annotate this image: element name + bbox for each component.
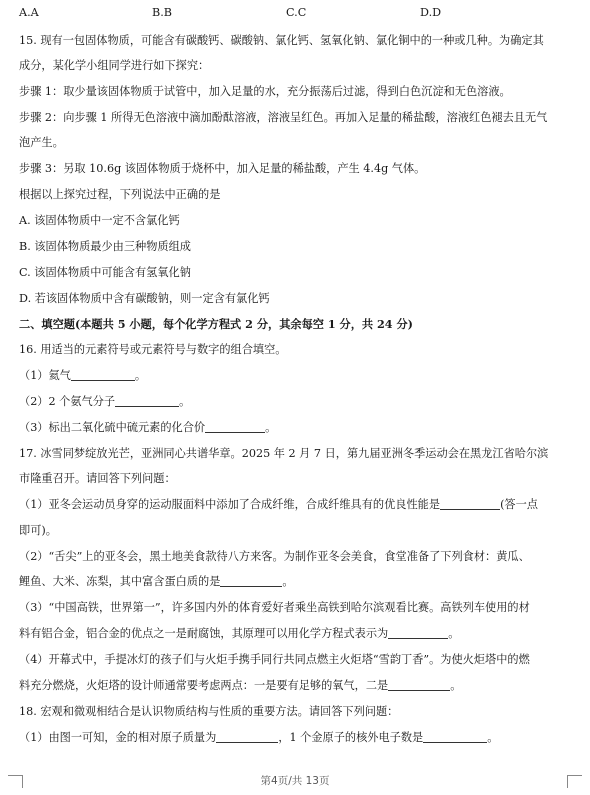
q17-item1-line1 bbox=[19, 497, 538, 513]
punctuation: 。 bbox=[179, 395, 191, 408]
q15-stem-line1: 15. 现有一包固体物质，可能含有碳酸钙、碳酸钠、氯化钙、氢氧化钠、氯化铜中的一种或几种。为确定其 bbox=[19, 34, 544, 47]
q16-item3-label: （3）标出二氧化硫中硫元素的化合价 bbox=[19, 421, 206, 434]
q17-item3-line2 bbox=[19, 626, 459, 642]
page-footer: 第4页/共 13页 bbox=[260, 775, 330, 787]
punctuation: 。 bbox=[282, 575, 294, 588]
q18-item1-text: （1）由图一可知，金的相对原子质量为 bbox=[19, 731, 217, 744]
q15-step1: 步骤 1：取少量该固体物质于试管中，加入足量的水，充分振荡后过滤，得到白色沉淀和无色溶液。 bbox=[19, 85, 511, 98]
q16-item3 bbox=[19, 420, 276, 436]
q15-question: 根据以上探究过程，下列说法中正确的是 bbox=[19, 188, 221, 201]
q15-choice-a: A. 该固体物质中一定不含氯化钙 bbox=[19, 214, 180, 227]
q18-item1-text2: ，1 个金原子的核外电子数是 bbox=[278, 731, 424, 744]
section-2-title: 二、填空题(本题共 5 小题，每个化学方程式 2 分，其余每空 1 分，共 24 分) bbox=[19, 317, 413, 331]
q17-item1-line2: 即可)。 bbox=[19, 524, 57, 537]
q16-item2 bbox=[19, 394, 190, 410]
answer-blank[interactable] bbox=[216, 730, 278, 743]
q17-item3-text: 料有铝合金，铝合金的优点之一是耐腐蚀，其原理可以用化学方程式表示为 bbox=[19, 627, 389, 640]
option-a: A.A bbox=[19, 6, 39, 19]
q17-item2-line2 bbox=[19, 574, 294, 590]
answer-blank[interactable] bbox=[423, 730, 487, 743]
q15-stem-line2: 成分，某化学小组同学进行如下探究： bbox=[19, 59, 210, 72]
q17-item3-line1: （3）“中国高铁，世界第一”，许多国内外的体育爱好者乘坐高铁到哈尔滨观看比赛。高铁列车使用的材 bbox=[19, 601, 530, 614]
q18-stem: 18. 宏观和微观相结合是认识物质结构与性质的重要方法。请回答下列问题： bbox=[19, 705, 399, 718]
q17-stem-line1: 17. 冰雪同梦绽放光芒，亚洲同心共谱华章。2025 年 2 月 7 日，第九届亚洲冬季运动会在黑龙江省哈尔滨 bbox=[19, 447, 549, 460]
option-d: D.D bbox=[420, 6, 442, 19]
answer-blank[interactable] bbox=[388, 678, 450, 691]
q17-item2-line1: （2）“舌尖”上的亚冬会，黑土地美食款待八方来客。为制作亚冬会美食，食堂准备了下列食材：黄瓜、 bbox=[19, 550, 530, 563]
q15-step2-line1: 步骤 2：向步骤 1 所得无色溶液中滴加酚酞溶液，溶液呈红色。再加入足量的稀盐酸，溶液红色褪去且无气 bbox=[19, 111, 548, 124]
punctuation: 。 bbox=[450, 679, 462, 692]
answer-blank[interactable] bbox=[388, 626, 448, 639]
q17-stem-line2: 市隆重召开。请回答下列问题： bbox=[19, 472, 176, 485]
q15-step3: 步骤 3：另取 10.6g 该固体物质于烧杯中，加入足量的稀盐酸，产生 4.4g 气体。 bbox=[19, 162, 426, 175]
q17-item4-line2 bbox=[19, 678, 461, 694]
answer-blank[interactable] bbox=[205, 420, 265, 433]
q16-item1-label: （1）氦气 bbox=[19, 369, 71, 382]
punctuation: 。 bbox=[265, 421, 277, 434]
q15-step2-line2: 泡产生。 bbox=[19, 136, 64, 149]
q17-item4-text: 料充分燃烧，火炬塔的设计师通常要考虑两点：一是要有足够的氧气，二是 bbox=[19, 679, 389, 692]
answer-blank[interactable] bbox=[440, 497, 500, 510]
q17-item1-note: (答一点 bbox=[500, 498, 538, 511]
q17-item1-text: （1）亚冬会运动员身穿的运动服面料中添加了合成纤维，合成纤维具有的优良性能是 bbox=[19, 498, 441, 511]
q16-item2-label: （2）2 个氨气分子 bbox=[19, 395, 116, 408]
q17-item4-line1: （4）开幕式中，手提冰灯的孩子们与火炬手携手同行共同点燃主火炬塔“雪韵丁香”。为使火炬塔中的燃 bbox=[19, 653, 530, 666]
option-c: C.C bbox=[286, 6, 307, 19]
answer-blank[interactable] bbox=[71, 368, 135, 381]
q16-item1 bbox=[19, 368, 146, 384]
q15-choice-b: B. 该固体物质最少由三种物质组成 bbox=[19, 240, 191, 253]
punctuation: 。 bbox=[448, 627, 460, 640]
q17-item2-text: 鲤鱼、大米、冻梨，其中富含蛋白质的是 bbox=[19, 575, 221, 588]
q15-choice-d: D. 若该固体物质中含有碳酸钠，则一定含有氯化钙 bbox=[19, 292, 270, 305]
q18-item1 bbox=[19, 730, 498, 746]
option-b: B.B bbox=[152, 6, 172, 19]
answer-blank[interactable] bbox=[220, 574, 282, 587]
punctuation: 。 bbox=[134, 369, 147, 382]
punctuation: 。 bbox=[487, 731, 499, 744]
answer-blank[interactable] bbox=[115, 394, 179, 407]
q16-stem: 16. 用适当的元素符号或元素符号与数字的组合填空。 bbox=[19, 343, 287, 356]
q15-choice-c: C. 该固体物质中可能含有氢氧化钠 bbox=[19, 266, 191, 279]
